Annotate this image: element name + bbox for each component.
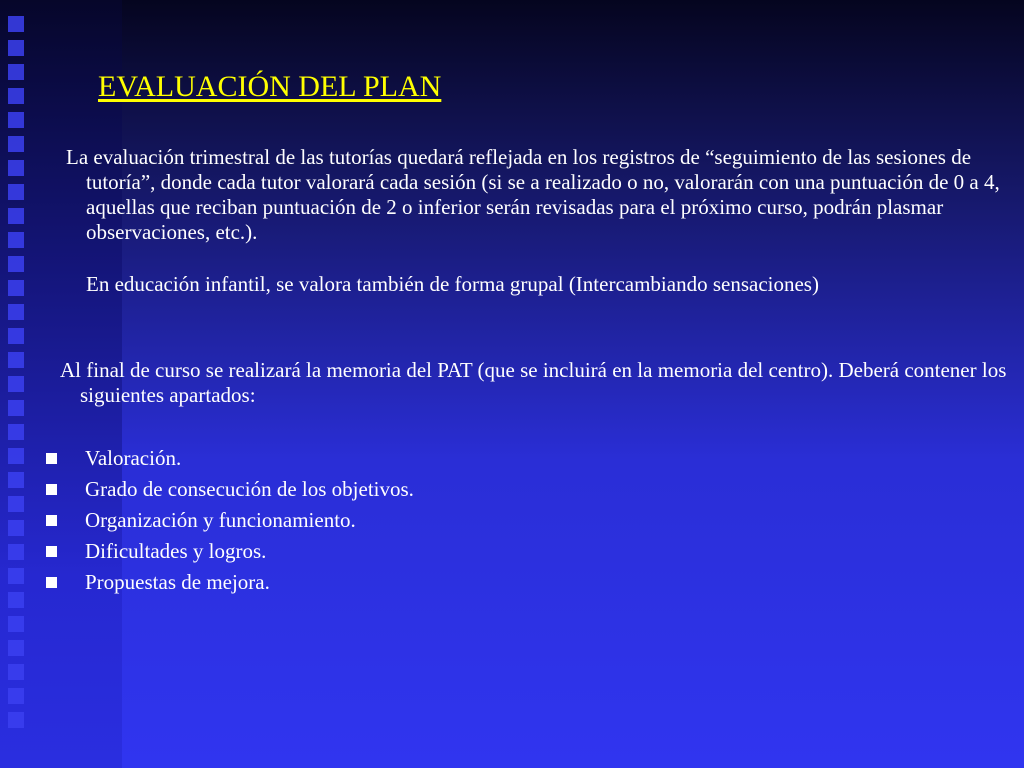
decorative-square [8,64,24,80]
square-bullet-icon [46,546,57,557]
decorative-square [8,232,24,248]
decorative-square [8,376,24,392]
decorative-square [8,16,24,32]
decorative-square [8,568,24,584]
slide-title: EVALUACIÓN DEL PLAN [98,70,442,103]
decorative-square [8,304,24,320]
list-item [46,474,414,505]
decorative-square [8,664,24,680]
decorative-square [8,208,24,224]
decorative-square [8,400,24,416]
decorative-square [8,496,24,512]
decorative-square [8,40,24,56]
list-item-text: Dificultades y logros. [85,539,267,563]
square-bullet-icon [46,484,57,495]
list-item [46,505,414,536]
paragraph-infantil: En educación infantil, se valora también de forma grupal (Intercambiando sensaciones) [86,272,819,296]
decorative-square [8,448,24,464]
list-item [46,567,414,598]
square-bullet-icon [46,515,57,526]
list-item [46,536,414,567]
decorative-square [8,592,24,608]
list-item [46,443,414,474]
list-item-text: Propuestas de mejora. [85,570,270,594]
decorative-squares [8,16,30,736]
bullet-list [46,443,414,598]
decorative-square [8,88,24,104]
decorative-square [8,688,24,704]
square-bullet-icon [46,577,57,588]
decorative-square [8,112,24,128]
square-bullet-icon [46,453,57,464]
decorative-square [8,184,24,200]
list-item-text: Organización y funcionamiento. [85,508,356,532]
decorative-square [8,352,24,368]
decorative-square [8,640,24,656]
decorative-square [8,472,24,488]
decorative-square [8,160,24,176]
decorative-square [8,328,24,344]
decorative-square [8,520,24,536]
paragraph-evaluation: La evaluación trimestral de las tutorías quedará reflejada en los registros de “seguimiento de las sesiones de tutoría”, donde cada tutor valorará cada sesión (si se a realizado o no, valorarán con una puntuación de 0 a 4, aquellas que reciban puntuación de 2 o inferior serán revisadas para el próximo curso, podrán plasmar observaciones, etc.). [66,145,1000,244]
decorative-square [8,616,24,632]
paragraph-memoria: Al final de curso se realizará la memoria del PAT (que se incluirá en la memoria del centro). Deberá contener los siguientes apartados: [60,358,1007,407]
decorative-square [8,136,24,152]
decorative-square [8,424,24,440]
decorative-square [8,544,24,560]
list-item-text: Grado de consecución de los objetivos. [85,477,414,501]
decorative-square [8,256,24,272]
decorative-square [8,280,24,296]
list-item-text: Valoración. [85,446,182,470]
decorative-square [8,712,24,728]
